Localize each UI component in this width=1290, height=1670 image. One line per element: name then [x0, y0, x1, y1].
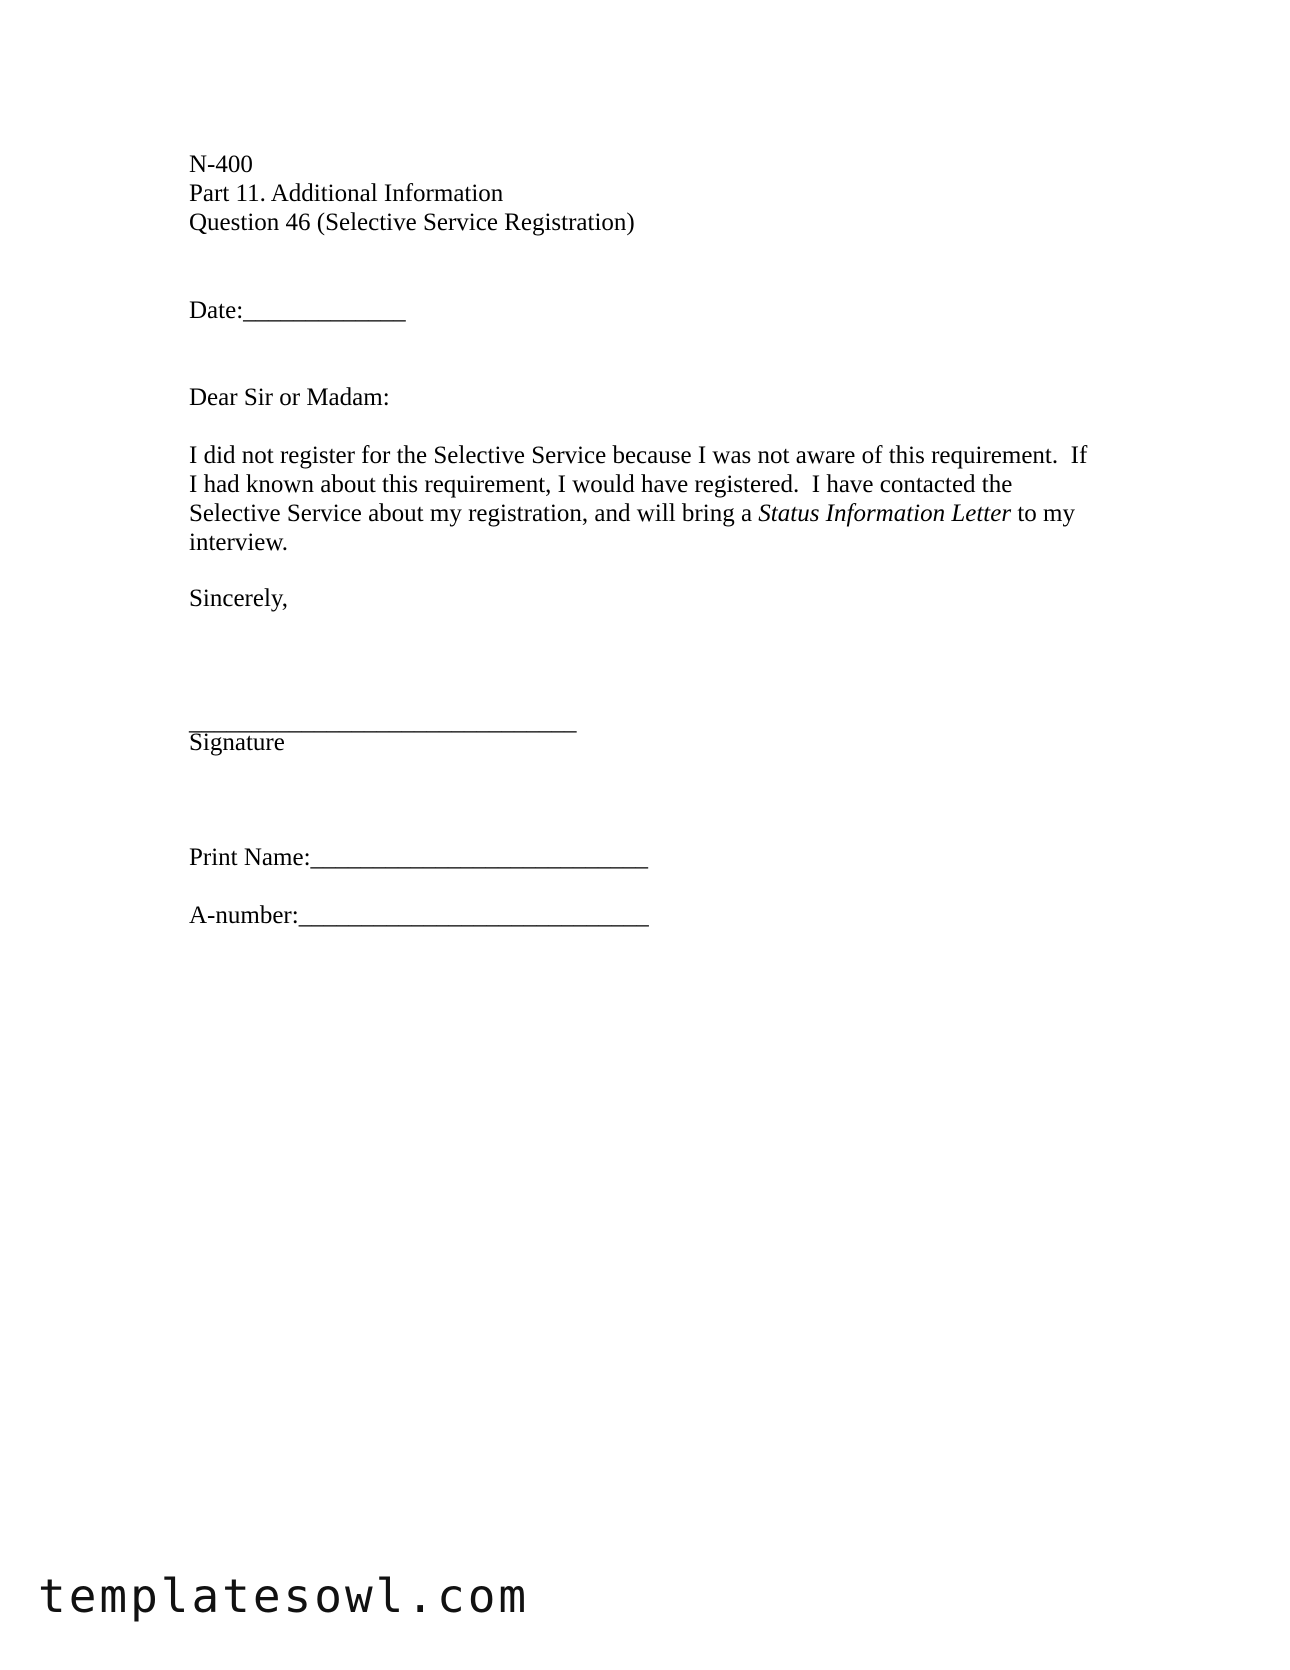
status-letter-title: Status Information Letter — [758, 500, 1012, 527]
closing-text: Sincerely, — [189, 585, 289, 612]
letter-header — [189, 150, 635, 237]
signature-label-text: Signature — [189, 729, 285, 756]
form-question: Question 46 (Selective Service Registration) — [189, 209, 635, 236]
print-name-label: Print Name:___________________________ — [189, 844, 649, 871]
form-number: N-400 — [189, 151, 253, 178]
watermark: templatesowl.com — [38, 1569, 530, 1623]
body-line: I did not register for the Selective Service because I was not aware of this requirement. If — [189, 442, 1088, 469]
body-text: to my — [1011, 500, 1075, 527]
a-number-label: A-number:____________________________ — [189, 902, 649, 929]
body-line: I had known about this requirement, I would have registered. I have contacted the — [189, 471, 1013, 498]
salutation — [189, 383, 390, 412]
date-field[interactable] — [189, 296, 406, 325]
signature-rule: _______________________________ — [189, 708, 577, 735]
date-label: Date:_____________ — [189, 297, 406, 324]
form-part: Part 11. Additional Information — [189, 180, 504, 207]
letter-body — [189, 441, 1129, 557]
body-text: Selective Service about my registration, and will bring a — [189, 500, 759, 527]
print-name-field[interactable] — [189, 843, 648, 872]
body-line — [189, 499, 1129, 528]
signature-label — [189, 728, 285, 757]
body-line: interview. — [189, 529, 289, 556]
closing — [189, 584, 288, 613]
a-number-field[interactable] — [189, 901, 649, 930]
salutation-text: Dear Sir or Madam: — [189, 384, 390, 411]
